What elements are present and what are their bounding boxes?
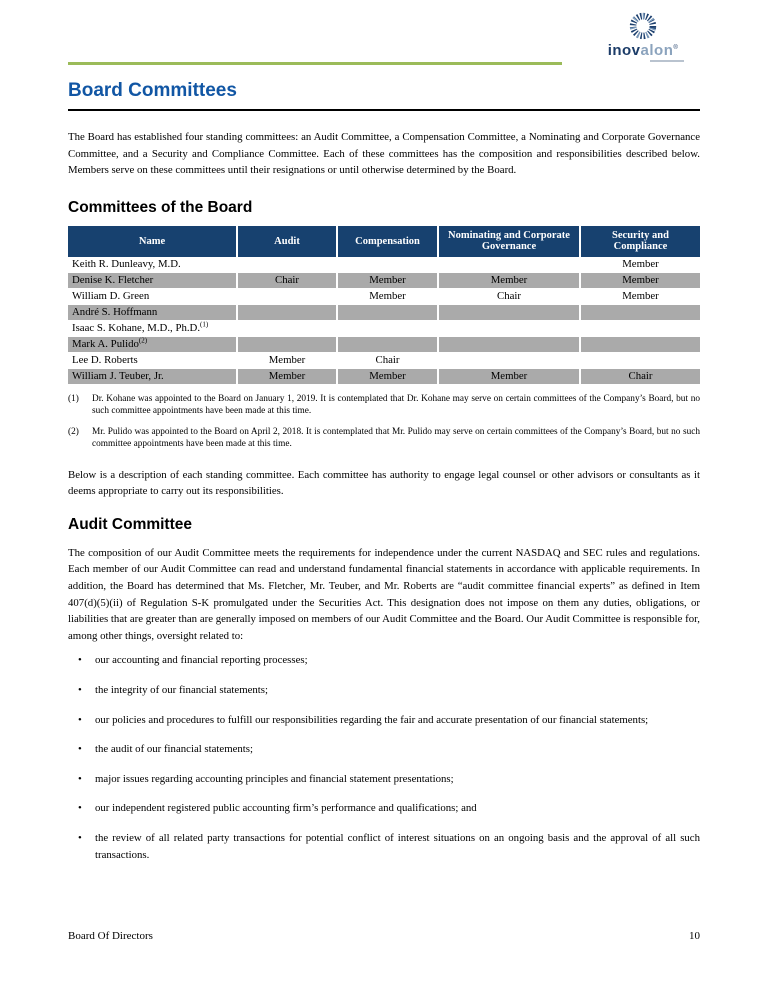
- cell-nominating: Chair: [438, 288, 580, 304]
- director-name: Isaac S. Kohane, M.D., Ph.D.: [72, 322, 201, 335]
- committees-table: [68, 226, 700, 385]
- footnote-text: Dr. Kohane was appointed to the Board on January 1, 2019. It is contemplated that Dr. Kohane may serve on certain committees of the Company’s Board, but no such committee appointments have been made at this time.: [92, 393, 700, 416]
- cell-audit: [237, 288, 337, 304]
- cell-security: Member: [580, 272, 700, 288]
- table-row: [68, 288, 700, 304]
- bullet-icon: •: [78, 654, 82, 667]
- cell-security: Member: [580, 288, 700, 304]
- footnote-text: Mr. Pulido was appointed to the Board on April 2, 2018. It is contemplated that Mr. Pulido may serve on certain committees of the Company’s Board, but no such committee appointments have been made at this time.: [92, 427, 700, 450]
- logo-tagline: [650, 60, 684, 62]
- bullet-icon: •: [78, 683, 82, 696]
- cell-compensation: Chair: [337, 352, 438, 368]
- cell-security: Member: [580, 257, 700, 273]
- cell-compensation: [337, 257, 438, 273]
- table-row: [68, 352, 700, 368]
- footnote-ref: (2): [138, 336, 148, 345]
- list-item: [68, 682, 700, 699]
- cell-name: [68, 304, 237, 320]
- cell-compensation: Member: [337, 368, 438, 384]
- description-paragraph: Below is a description of each standing committee. Each committee has authority to engage legal counsel or other advisors or consultants as it deems appropriate to carry out its responsibilities.: [68, 468, 700, 498]
- list-item-text: our independent registered public accounting firm’s performance and qualifications; and: [95, 802, 477, 815]
- list-item: [68, 830, 700, 863]
- cell-audit: [237, 257, 337, 273]
- cell-security: Chair: [580, 368, 700, 384]
- footnote-marker: (2): [68, 427, 79, 438]
- committees-of-the-board-heading: Committees of the Board: [68, 198, 253, 216]
- bullet-icon: •: [78, 802, 82, 815]
- cell-compensation: Member: [337, 288, 438, 304]
- cell-nominating: Member: [438, 272, 580, 288]
- cell-name: [68, 352, 237, 368]
- cell-name: [68, 320, 237, 336]
- cell-compensation: Member: [337, 272, 438, 288]
- table-header-row: [68, 226, 700, 257]
- wordmark-light: alon: [640, 42, 674, 59]
- list-item: [68, 800, 700, 817]
- director-name: Mark A. Pulido: [72, 338, 139, 351]
- title-divider-rule: [68, 109, 700, 111]
- table-row: [68, 304, 700, 320]
- director-name: William D. Green: [72, 290, 150, 303]
- table-row: [68, 272, 700, 288]
- cell-audit: Chair: [237, 272, 337, 288]
- list-item-text: the integrity of our financial statements;: [95, 683, 268, 696]
- intro-paragraph: The Board has established four standing committees: an Audit Committee, a Compensation Committee, a Nominating and Corporate Governance Committee, and a Security and Compliance Committee. Each of these committees has the composition and responsibilities described below. Members serve on these committees until their resignations or until otherwise determined by the Board.: [68, 131, 700, 177]
- cell-compensation: [337, 304, 438, 320]
- director-name: Denise K. Fletcher: [72, 274, 154, 287]
- cell-name: [68, 257, 237, 273]
- footnote-2: [68, 426, 700, 450]
- list-item: [68, 712, 700, 729]
- cell-security: [580, 320, 700, 336]
- bullet-icon: •: [78, 743, 82, 756]
- table-footnotes: [68, 393, 700, 451]
- director-name: Keith R. Dunleavy, M.D.: [72, 258, 181, 271]
- list-item: [68, 652, 700, 669]
- page-content: [68, 80, 700, 876]
- cell-nominating: [438, 352, 580, 368]
- column-header-nominating: Nominating and Corporate Governance: [438, 226, 580, 257]
- list-item: [68, 741, 700, 758]
- list-item-text: our policies and procedures to fulfill our responsibilities regarding the fair and accurate presentation of our financial statements;: [95, 713, 649, 726]
- list-item-text: the audit of our financial statements;: [95, 743, 254, 756]
- column-header-compensation: Compensation: [337, 226, 438, 257]
- cell-security: [580, 352, 700, 368]
- inovalon-wordmark: [598, 43, 688, 58]
- list-item: [68, 771, 700, 788]
- cell-audit: [237, 336, 337, 352]
- column-header-audit: Audit: [237, 226, 337, 257]
- cell-audit: [237, 320, 337, 336]
- accent-green-rule: [68, 62, 562, 65]
- director-name: William J. Teuber, Jr.: [72, 370, 164, 383]
- cell-name: [68, 368, 237, 384]
- cell-name: [68, 336, 237, 352]
- registered-mark: ®: [673, 45, 679, 51]
- cell-nominating: Member: [438, 368, 580, 384]
- cell-security: [580, 304, 700, 320]
- audit-responsibilities-list: [68, 652, 700, 863]
- director-name: André S. Hoffmann: [72, 306, 158, 319]
- cell-nominating: [438, 304, 580, 320]
- cell-security: [580, 336, 700, 352]
- list-item-text: major issues regarding accounting principles and financial statement presentations;: [95, 772, 454, 785]
- table-row: [68, 368, 700, 384]
- table-row: [68, 257, 700, 273]
- audit-committee-paragraph: The composition of our Audit Committee meets the requirements for independence under the current NASDAQ and SEC rules and regulations. Each member of our Audit Committee can read and understand fundamental financial statements in accordance with applicable requirements. In addition, the Board has determined that Ms. Fletcher, Mr. Teuber, and Mr. Roberts are “audit committee financial experts” as defined in Item 407(d)(5)(ii) of Regulation S‑K promulgated under the Securities Act. This designation does not impose on them any duties, obligations, or liabilities that are greater than are generally imposed on members of our Audit Committee and the Board. Our Audit Committee is responsible for, among other things, oversight related to:: [68, 546, 700, 642]
- footnote-ref: (1): [200, 320, 209, 329]
- page-footer: [68, 930, 700, 942]
- cell-nominating: [438, 320, 580, 336]
- footnote-1: [68, 393, 700, 417]
- page-number: 10: [689, 930, 700, 942]
- director-name: Lee D. Roberts: [72, 354, 138, 367]
- column-header-security: Security and Compliance: [580, 226, 700, 257]
- cell-audit: Member: [237, 368, 337, 384]
- inovalon-logo: [598, 10, 688, 62]
- footer-section-label: Board Of Directors: [68, 930, 153, 942]
- cell-name: [68, 288, 237, 304]
- cell-compensation: [337, 320, 438, 336]
- cell-audit: Member: [237, 352, 337, 368]
- footnote-marker: (1): [68, 393, 79, 404]
- bullet-icon: •: [78, 713, 82, 726]
- wordmark-bold: inov: [607, 42, 641, 59]
- cell-nominating: [438, 257, 580, 273]
- table-row: [68, 336, 700, 352]
- cell-nominating: [438, 336, 580, 352]
- cell-audit: [237, 304, 337, 320]
- list-item-text: our accounting and financial reporting processes;: [95, 654, 308, 667]
- page-title: Board Committees: [68, 80, 237, 101]
- list-item-text: the review of all related party transactions for potential conflict of interest situations on an ongoing basis and the approval of all such transactions.: [95, 831, 700, 861]
- cell-name: [68, 272, 237, 288]
- bullet-icon: •: [78, 772, 82, 785]
- cell-compensation: [337, 336, 438, 352]
- table-row: [68, 320, 700, 336]
- inovalon-starburst-icon: [627, 10, 659, 42]
- bullet-icon: •: [78, 831, 82, 844]
- audit-committee-heading: Audit Committee: [68, 515, 192, 533]
- column-header-name: Name: [68, 226, 237, 257]
